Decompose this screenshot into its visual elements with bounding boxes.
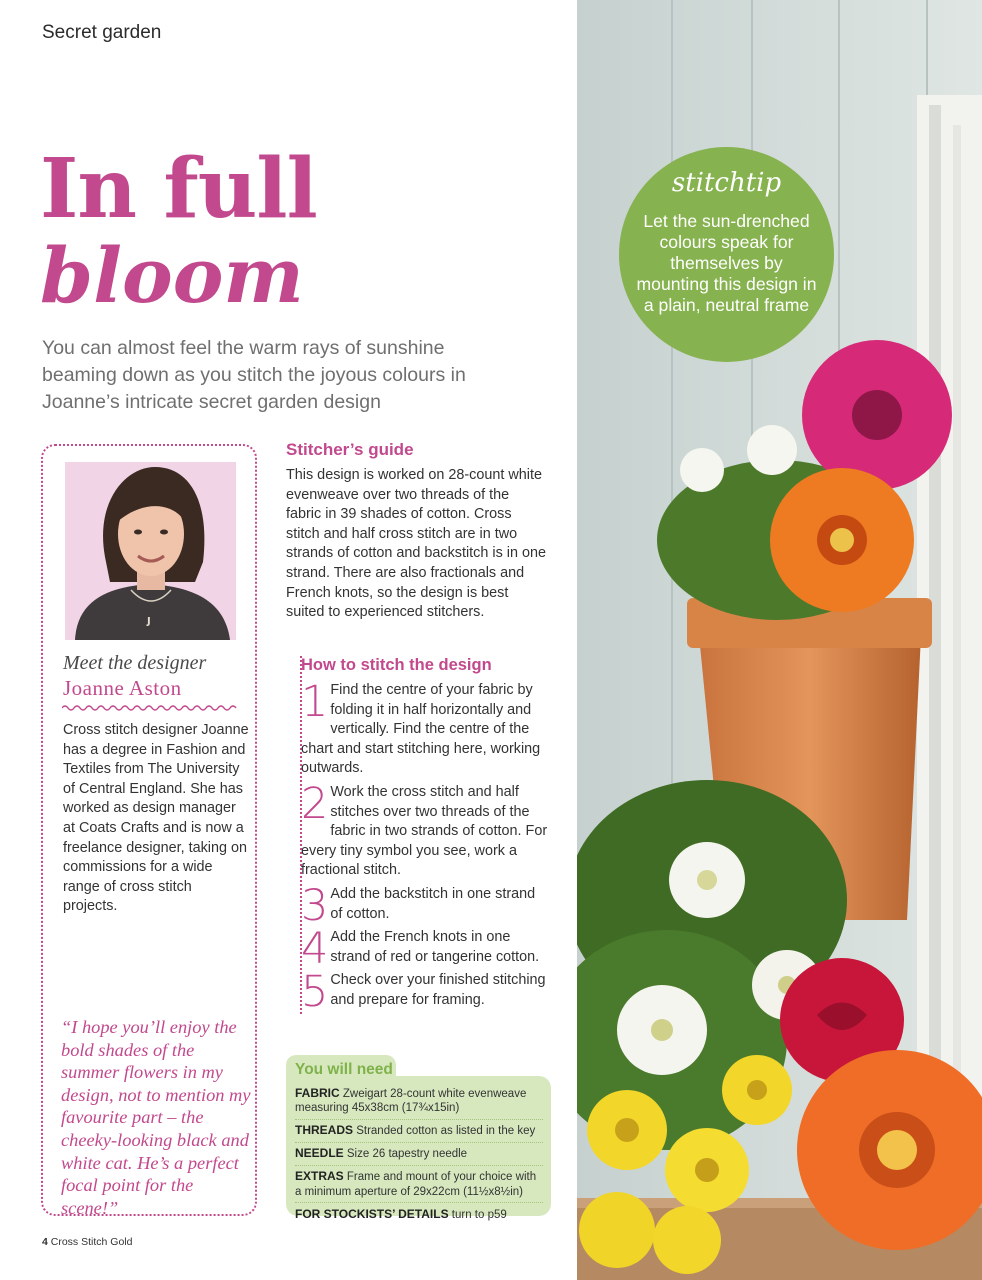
wavy-divider [62, 704, 237, 712]
designer-name: Joanne Aston [63, 676, 182, 700]
stitch-tip-text: Let the sun-drenched colours speak for themselves by mounting this design in a plain, neutral frame [636, 211, 817, 315]
step-item [301, 778, 551, 881]
you-will-need-title: You will need [295, 1061, 393, 1078]
step-text: Work the cross stitch and half stitches over two threads of the fabric in two strands of cotton. For every tiny symbol you see, work a fractional stitch. [301, 783, 548, 879]
list-item [295, 1205, 543, 1225]
step-text: Add the backstitch in one strand of cotton. [330, 885, 536, 922]
page-footer [42, 1236, 132, 1248]
step-item [301, 677, 551, 779]
item-label: THREADS [295, 1123, 354, 1137]
magazine-name: Cross Stitch Gold [50, 1236, 133, 1248]
step-number: 5 [301, 967, 329, 1018]
item-text: Stranded cotton as listed in the key [356, 1125, 536, 1137]
step-item [301, 967, 551, 1018]
step-number: 4 [301, 924, 329, 975]
title-line-2: bloom [40, 231, 304, 320]
stitch-tip-heading: stitchtip [671, 168, 782, 198]
item-label: FABRIC [295, 1085, 340, 1100]
step-text: Check over your finished stitching and prepare for framing. [330, 972, 546, 1008]
designer-bio: Cross stitch designer Joanne has a degree in Fashion and Textiles from The University of Central England. She has worked as design manager at Coats Crafts and is now a freelance designer, taking on commissions for a wide range of cross stitch projects. [63, 722, 249, 915]
item-label: NEEDLE [295, 1146, 344, 1160]
you-will-need-list [295, 1084, 543, 1227]
step-number: 1 [301, 677, 329, 727]
how-to-title: How to stitch the design [301, 656, 492, 674]
list-item [295, 1084, 543, 1120]
stitchers-guide-title: Stitcher’s guide [286, 440, 414, 459]
svg-text:J: J [147, 616, 151, 627]
step-number: 2 [301, 778, 329, 829]
list-item [295, 1122, 543, 1143]
page-number: 4 [42, 1236, 48, 1248]
step-text: Add the French knots in one strand of red or tangerine cotton. [330, 929, 540, 965]
meet-designer-label: Meet the designer [63, 652, 207, 674]
section-label: Secret garden [42, 22, 162, 43]
designer-box [41, 444, 257, 1216]
list-item [295, 1168, 543, 1204]
stitchers-guide-body: This design is worked on 28-count white evenweave over two threads of the fabric in 39 shades of cotton. Cross stitch and half cross stitch are in two strands of cotton and backstitch is in one strand. There are also fractionals and French knots, so the design is best suited to experienced stitchers. [286, 467, 546, 621]
designer-photo [65, 462, 236, 640]
designer-quote: “I hope you’ll enjoy the bold shades of the summer flowers in my design, not to mention my favourite part – the cheeky-looking black and white cat. He’s a perfect focal point for the scene!” [61, 1017, 251, 1218]
item-text: Frame and mount of your choice with a minimum aperture of 29x22cm (11½x8½in) [295, 1171, 537, 1198]
step-item [301, 924, 551, 975]
item-text: Zweigart 28-count white evenweave measuring 45x38cm (17¾x15in) [295, 1087, 527, 1114]
item-label: EXTRAS [295, 1169, 344, 1183]
item-text: Size 26 tapestry needle [346, 1148, 468, 1160]
standfirst: You can almost feel the warm rays of sunshine beaming down as you stitch the joyous colours in Joanne’s intricate secret garden design [42, 337, 466, 413]
title-line-1: In full [40, 141, 317, 237]
page-title [40, 141, 317, 320]
steps-list [301, 677, 551, 1018]
item-text: turn to p59 [451, 1208, 507, 1221]
step-item [301, 880, 551, 931]
list-item [295, 1145, 543, 1166]
step-text: Find the centre of your fabric by folding it in half horizontally and vertically. Find the centre of the chart and start stitching here, working outwards. [301, 682, 541, 777]
step-number: 3 [301, 880, 329, 931]
item-label: FOR STOCKISTS’ DETAILS [295, 1206, 449, 1221]
